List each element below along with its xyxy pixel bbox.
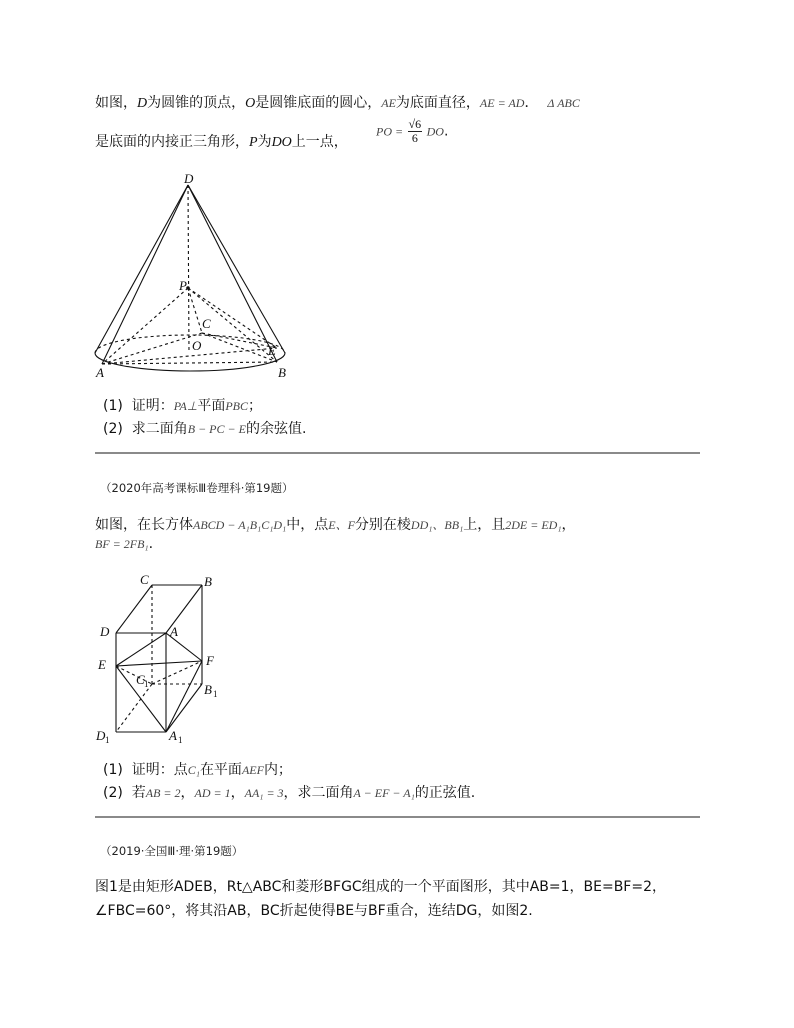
- segment-do: [188, 185, 189, 353]
- text: 中，点: [286, 517, 329, 533]
- label-a: A: [96, 365, 104, 380]
- source-2020: （2020年高考课标Ⅲ卷理科·第19题）: [100, 481, 294, 495]
- problem3-line1: 图1是由矩形ADEB，Rt△ABC和菱形BFGC组成的一个平面图形，其中AB=1，BE=BF=2，: [95, 879, 666, 895]
- label-a1: A: [169, 728, 177, 743]
- edge-b1-a1: [166, 684, 202, 732]
- label-o: O: [192, 338, 202, 353]
- problem2-q2: [103, 783, 475, 803]
- math-do-2: DO: [426, 124, 444, 139]
- text: 如图，: [95, 95, 137, 111]
- math-b-pc-e: B − PC − E: [187, 422, 246, 436]
- text: ，求二面角: [283, 785, 354, 801]
- math-ad: AD = 1: [194, 786, 231, 800]
- fraction: [408, 118, 423, 145]
- po-formula: [376, 118, 448, 145]
- text: 在平面: [199, 762, 242, 778]
- fraction-denominator: 6: [411, 131, 418, 145]
- problem1-q1: [103, 396, 262, 416]
- math-d: D: [137, 96, 148, 111]
- math-aef: AEF: [241, 763, 264, 777]
- figure-cuboid: [92, 570, 227, 745]
- segment-pa: [102, 288, 188, 364]
- problem3-line2: ∠FBC=60°，将其沿AB，BC折起使得BE与BF重合，连结DG，如图2.: [95, 903, 533, 919]
- label-d1: D: [96, 728, 106, 743]
- text: ，: [180, 785, 195, 801]
- question-number: (2): [103, 421, 123, 437]
- math-c1: C₁: [187, 763, 200, 777]
- label-p: P: [179, 278, 187, 293]
- math-pa-perp: PA⊥: [173, 399, 198, 413]
- question-number: (2): [103, 785, 123, 801]
- text: 是圆锥底面的圆心，: [255, 95, 382, 111]
- text: 是底面的内接正三角形，: [95, 134, 249, 150]
- label-a1-subscript: 1: [178, 735, 183, 745]
- math-a-ef-a1: A − EF − A₁: [353, 786, 415, 800]
- label-b1: B: [204, 682, 212, 697]
- text: 如图，在长方体: [95, 517, 193, 533]
- text: 为: [257, 134, 272, 150]
- segment-f-a1: [166, 661, 202, 732]
- text: ，: [561, 517, 576, 533]
- label-b1-subscript: 1: [213, 689, 218, 699]
- text: ，: [230, 785, 245, 801]
- math-triangle-abc: Δ ABC: [547, 96, 580, 110]
- problem2-q1: [103, 760, 292, 780]
- problem1-q2: [103, 419, 306, 439]
- label-c1: C: [136, 672, 145, 687]
- math-po: PO =: [376, 124, 404, 139]
- label-c1-subscript: 1: [144, 679, 149, 689]
- text: 为圆锥的顶点，: [147, 95, 246, 111]
- segment-ae: [102, 348, 277, 364]
- segment-e-f: [116, 661, 202, 666]
- text: 证明：点: [131, 762, 188, 778]
- math-e-f: E、F: [328, 518, 355, 532]
- problem2-line1: [95, 515, 576, 535]
- text: 平面: [197, 398, 226, 414]
- text: ；: [248, 398, 262, 414]
- figure-cone: [88, 170, 303, 385]
- label-e: E: [268, 343, 276, 358]
- text: 上一点，: [291, 134, 348, 150]
- divider-2: [95, 816, 700, 818]
- label-b: B: [278, 365, 286, 380]
- label-e: E: [98, 657, 106, 672]
- text: ．: [524, 95, 539, 111]
- question-number: (1): [103, 398, 123, 414]
- label-c: C: [202, 316, 211, 331]
- label-d: D: [100, 624, 110, 639]
- text: 的余弦值.: [245, 421, 307, 437]
- problem1-line1: [95, 93, 580, 114]
- edge-c1-d1: [116, 684, 152, 732]
- fraction-numerator: √6: [408, 117, 422, 131]
- math-dd1-bb1: DD₁、BB₁: [410, 518, 464, 532]
- label-f: F: [206, 653, 214, 668]
- text: 为底面直径，: [395, 95, 480, 111]
- divider-1: [95, 452, 700, 454]
- math-p: P: [249, 135, 258, 150]
- segment-e-a: [116, 633, 166, 666]
- segment-ab: [102, 362, 277, 364]
- segment-cb: [202, 333, 277, 362]
- text: 分别在棱: [354, 517, 411, 533]
- math-2de: 2DE = ED₁: [505, 518, 562, 532]
- math-cuboid: ABCD − A₁B₁C₁D₁: [193, 518, 287, 532]
- text: 的正弦值.: [414, 785, 476, 801]
- label-b: B: [204, 574, 212, 589]
- math-ab: AB = 2: [145, 786, 181, 800]
- math-bf: BF = 2FB₁: [95, 537, 149, 551]
- edge-d-c: [116, 585, 152, 633]
- text: .: [443, 123, 449, 140]
- text: .: [148, 536, 154, 552]
- cone-edge-left: [95, 185, 188, 353]
- text: 证明：: [131, 398, 174, 414]
- math-o: O: [245, 96, 256, 111]
- math-ae-eq-ad: AE = AD: [479, 96, 525, 110]
- text: 内；: [263, 762, 292, 778]
- math-pbc: PBC: [225, 399, 248, 413]
- problem1-line2: [95, 132, 348, 153]
- cone-base-front: [95, 353, 285, 371]
- segment-c1-f: [152, 661, 202, 684]
- label-d: D: [184, 171, 194, 186]
- problem2-line2: [95, 534, 153, 554]
- math-ae: AE: [381, 96, 396, 110]
- source-2019: （2019·全国Ⅲ·理·第19题）: [100, 844, 244, 858]
- text: 上，且: [463, 517, 506, 533]
- label-c: C: [140, 572, 149, 587]
- segment-pc: [188, 288, 202, 333]
- text: 求二面角: [131, 421, 188, 437]
- text: 若: [131, 785, 146, 801]
- question-number: (1): [103, 762, 123, 778]
- label-d1-subscript: 1: [105, 735, 110, 745]
- label-a: A: [170, 624, 178, 639]
- math-aa1: AA₁ = 3: [244, 786, 284, 800]
- math-do: DO: [271, 135, 292, 150]
